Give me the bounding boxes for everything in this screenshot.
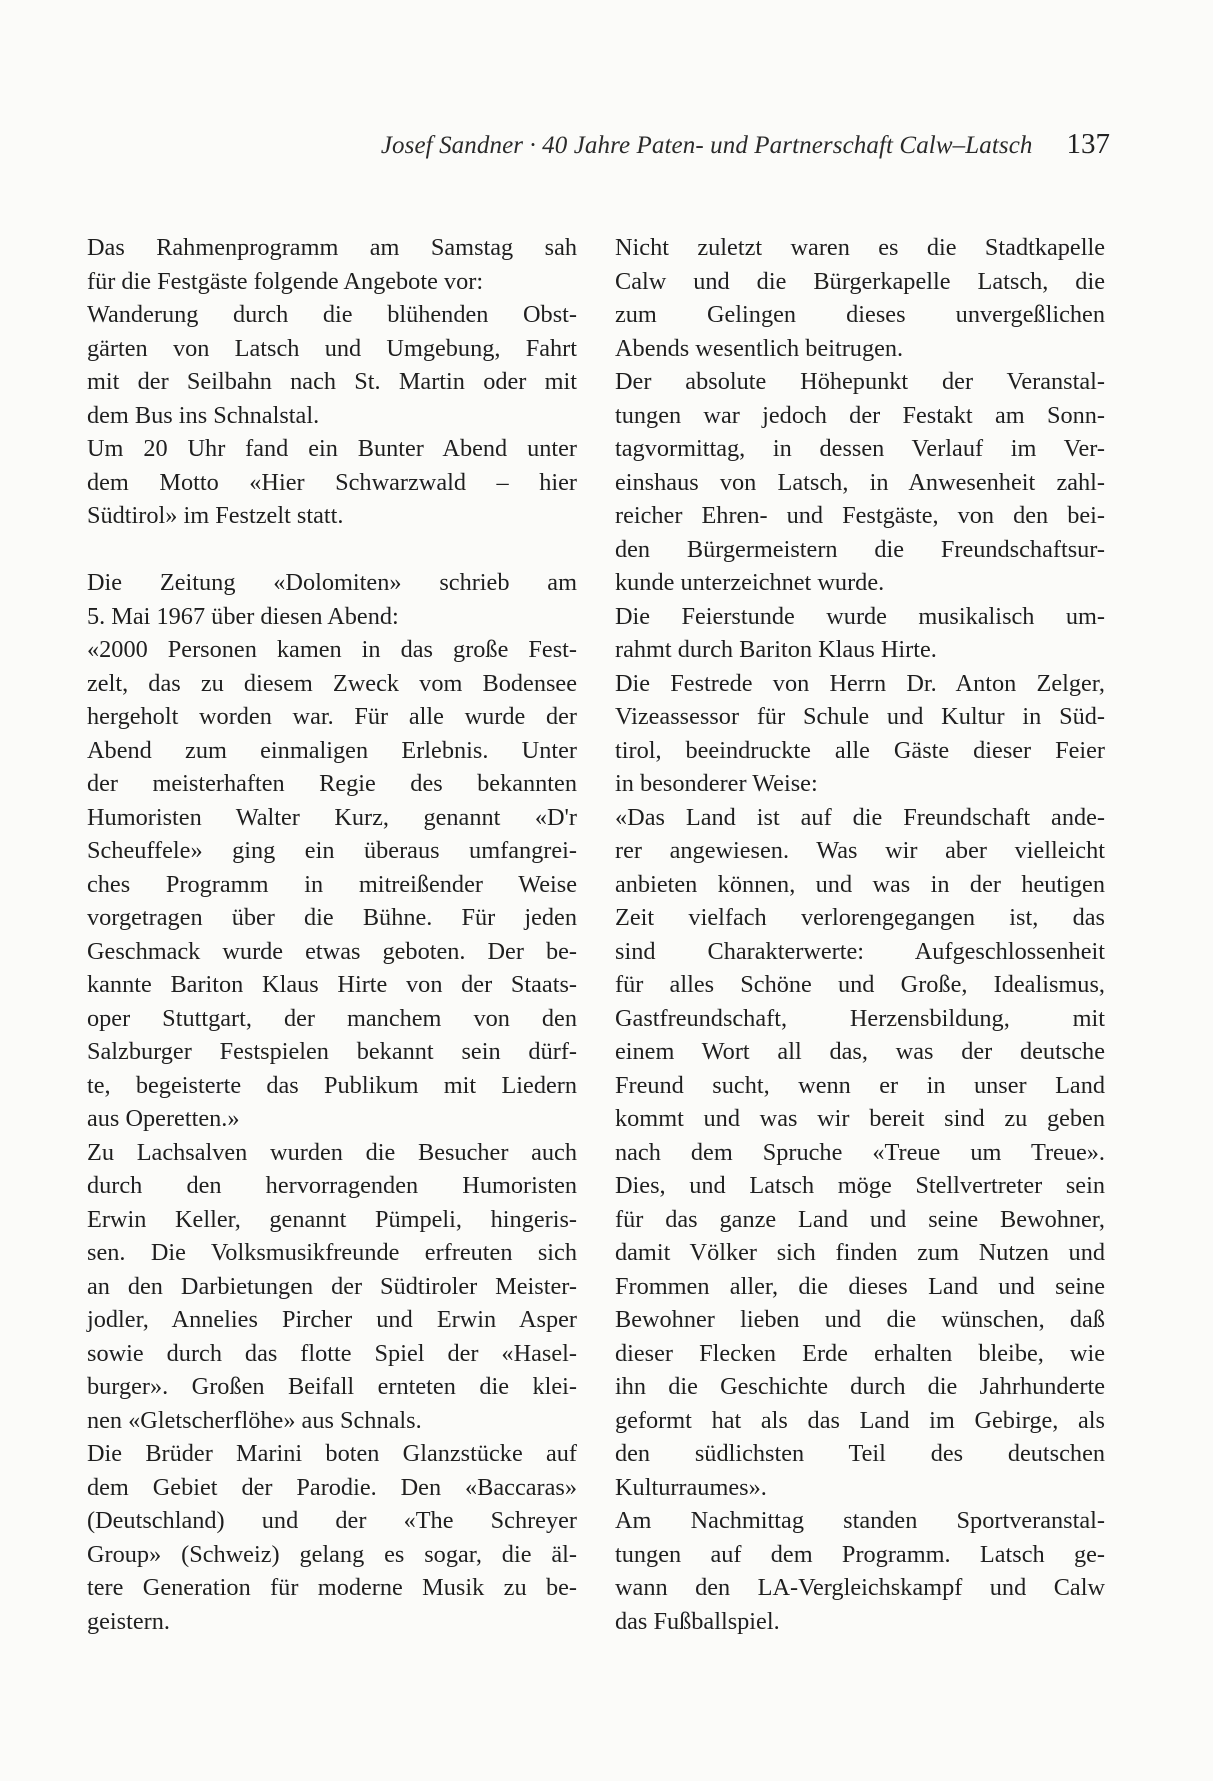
text-line: Das Rahmenprogramm am Samstag sah [87, 234, 577, 261]
text-line: kunde unterzeichnet wurde. [615, 569, 885, 596]
text-line: Frommen aller, die dieses Land und seine [615, 1272, 1105, 1300]
text-line: Der absolute Höhepunkt der Veranstal- [615, 368, 1105, 395]
text-line: mit der Seilbahn nach St. Martin oder mit [87, 368, 577, 395]
text-line: Die Brüder Marini boten Glanzstücke auf [87, 1440, 577, 1467]
text-line: Calw und die Bürgerkapelle Latsch, die [615, 267, 1105, 295]
text-line: für alles Schöne und Große, Idealismus, [615, 971, 1105, 998]
text-line: Scheuffele» ging ein überaus umfangrei- [87, 837, 577, 864]
text-line: damit Völker sich finden zum Nutzen und [615, 1239, 1105, 1266]
running-header-title: Josef Sandner · 40 Jahre Paten- und Partnerschaft Calw–Latsch [380, 132, 1033, 159]
text-line: Nicht zuletzt waren es die Stadtkapelle [615, 234, 1105, 261]
text-line: «2000 Personen kamen in das große Fest- [87, 636, 577, 663]
text-line: rer angewiesen. Was wir aber vielleicht [615, 837, 1105, 864]
right-text-column [615, 231, 1105, 1638]
text-line: Humoristen Walter Kurz, genannt «D'r [87, 803, 577, 831]
text-line: für die Festgäste folgende Angebote vor: [87, 267, 484, 295]
text-line: den Bürgermeistern die Freundschaftsur- [615, 535, 1105, 563]
text-line: Erwin Keller, genannt Pümpeli, hingeris- [87, 1205, 577, 1233]
text-line: tirol, beeindruckte alle Gäste dieser Feier [615, 736, 1105, 764]
text-line: sowie durch das flotte Spiel der «Hasel- [87, 1339, 577, 1367]
text-line: Dies, und Latsch möge Stellvertreter sein [615, 1172, 1105, 1199]
text-line: Freund sucht, wenn er in unser Land [615, 1071, 1105, 1099]
text-line: einshaus von Latsch, in Anwesenheit zahl- [615, 468, 1105, 496]
text-line: aus Operetten.» [87, 1105, 240, 1132]
text-line: (Deutschland) und der «The Schreyer [87, 1507, 577, 1534]
page-number: 137 [1066, 128, 1110, 160]
text-line: das Fußballspiel. [615, 1607, 780, 1635]
text-line: den südlichsten Teil des deutschen [615, 1440, 1105, 1467]
text-line: Abend zum einmaligen Erlebnis. Unter [87, 736, 577, 764]
text-line: Bewohner lieben und die wünschen, daß [615, 1306, 1105, 1333]
text-line: Vizeassessor für Schule und Kultur in Süd- [615, 703, 1105, 730]
text-line: einem Wort all das, was der deutsche [615, 1038, 1105, 1065]
text-line: burger». Großen Beifall ernteten die klei- [87, 1373, 577, 1400]
paragraph-gap [87, 533, 577, 567]
text-line: für das ganze Land und seine Bewohner, [615, 1205, 1105, 1233]
text-line: anbieten können, und was in der heutigen [615, 870, 1105, 898]
left-text-column [87, 231, 577, 1638]
text-line: der meisterhaften Regie des bekannten [87, 770, 577, 797]
text-line: durch den hervorragenden Humoristen [87, 1172, 577, 1199]
text-line: ches Programm in mitreißender Weise [87, 870, 577, 898]
text-line: zum Gelingen dieses unvergeßlichen [615, 301, 1105, 328]
text-line: Geschmack wurde etwas geboten. Der be- [87, 937, 577, 965]
text-line: «Das Land ist auf die Freundschaft ande- [615, 803, 1105, 831]
text-line: hergeholt worden war. Für alle wurde der [87, 703, 577, 730]
text-line: Südtirol» im Festzelt statt. [87, 502, 344, 529]
text-line: dieser Flecken Erde erhalten bleibe, wie [615, 1339, 1105, 1367]
text-line: Zu Lachsalven wurden die Besucher auch [87, 1138, 577, 1166]
text-line: Die Festrede von Herrn Dr. Anton Zelger, [615, 669, 1105, 697]
text-line: zelt, das zu diesem Zweck vom Bodensee [87, 669, 577, 697]
text-line: tungen auf dem Programm. Latsch ge- [615, 1540, 1105, 1568]
text-line: vorgetragen über die Bühne. Für jeden [87, 904, 577, 931]
text-line: gärten von Latsch und Umgebung, Fahrt [87, 334, 577, 362]
text-line: 5. Mai 1967 über diesen Abend: [87, 602, 399, 630]
text-line: an den Darbietungen der Südtiroler Meister- [87, 1272, 577, 1300]
text-line: kommt und was wir bereit sind zu geben [615, 1105, 1105, 1132]
text-line: Kulturraumes». [615, 1473, 767, 1501]
text-line: Abends wesentlich beitrugen. [615, 334, 904, 362]
text-line: dem Bus ins Schnalstal. [87, 401, 320, 429]
text-line: tagvormittag, in dessen Verlauf im Ver- [615, 435, 1105, 462]
text-line: Am Nachmittag standen Sportveranstal- [615, 1507, 1105, 1534]
text-line: nach dem Spruche «Treue um Treue». [615, 1138, 1105, 1166]
text-line: Um 20 Uhr fand ein Bunter Abend unter [87, 435, 577, 462]
text-line: dem Motto «Hier Schwarzwald – hier [87, 468, 577, 496]
text-line: Salzburger Festspielen bekannt sein dürf- [87, 1038, 577, 1065]
text-line: Group» (Schweiz) gelang es sogar, die äl- [87, 1540, 577, 1568]
running-header [86, 128, 1110, 164]
text-line: Gastfreundschaft, Herzensbildung, mit [615, 1004, 1105, 1032]
text-line: rahmt durch Bariton Klaus Hirte. [615, 636, 937, 663]
text-line: tungen war jedoch der Festakt am Sonn- [615, 401, 1105, 429]
text-line: Zeit vielfach verlorengegangen ist, das [615, 904, 1105, 931]
text-line: geformt hat als das Land im Gebirge, als [615, 1406, 1105, 1434]
text-line: ihn die Geschichte durch die Jahrhunderte [615, 1373, 1105, 1400]
text-line: nen «Gletscherflöhe» aus Schnals. [87, 1406, 422, 1434]
text-line: sind Charakterwerte: Aufgeschlossenheit [615, 937, 1105, 965]
text-line: jodler, Annelies Pircher und Erwin Asper [87, 1306, 577, 1333]
text-line: Die Zeitung «Dolomiten» schrieb am [87, 569, 577, 596]
text-line: te, begeisterte das Publikum mit Liedern [87, 1071, 577, 1099]
text-line: kannte Bariton Klaus Hirte von der Staats- [87, 971, 577, 998]
text-line: tere Generation für moderne Musik zu be- [87, 1574, 577, 1601]
text-line: dem Gebiet der Parodie. Den «Baccaras» [87, 1473, 577, 1501]
text-line: wann den LA-Vergleichskampf und Calw [615, 1574, 1105, 1601]
text-line: in besonderer Weise: [615, 770, 818, 797]
text-line: oper Stuttgart, der manchem von den [87, 1004, 577, 1032]
text-line: sen. Die Volksmusikfreunde erfreuten sich [87, 1239, 577, 1266]
text-line: Die Feierstunde wurde musikalisch um- [615, 602, 1105, 630]
text-line: reicher Ehren- und Festgäste, von den bei- [615, 502, 1105, 529]
text-line: geistern. [87, 1607, 170, 1635]
text-line: Wanderung durch die blühenden Obst- [87, 301, 577, 328]
